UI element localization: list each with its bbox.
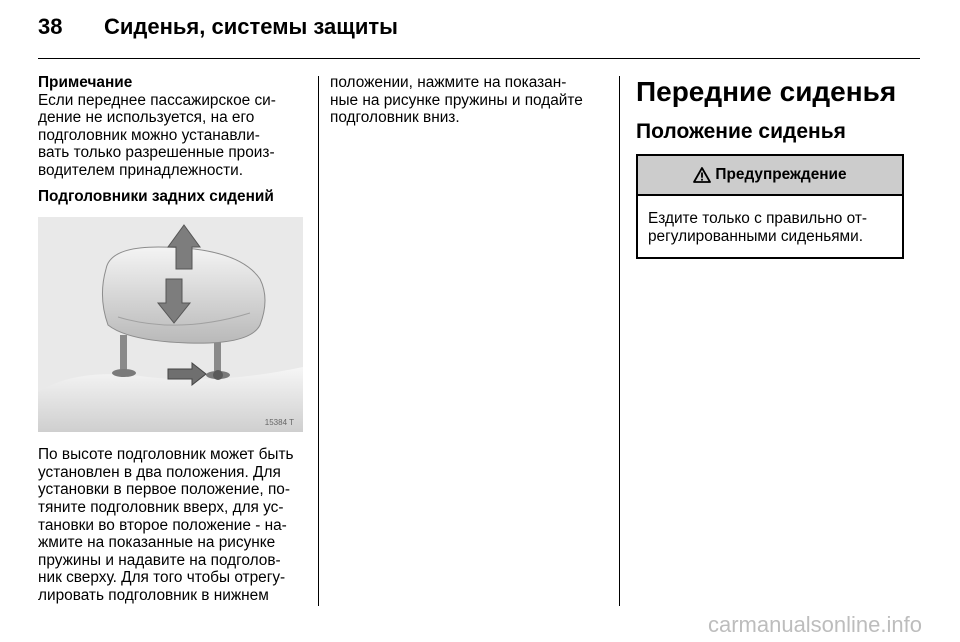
note-line: подголовник можно устанавли- [38, 126, 260, 144]
headrest-post-left [120, 335, 127, 373]
page-header [38, 14, 398, 40]
page-title: Сиденья, системы защиты [104, 14, 398, 39]
body-line: лировать подголовник в нижнем [38, 586, 269, 604]
warning-header [638, 156, 902, 196]
body-line: установлен в два положения. Для [38, 463, 281, 481]
column-left [38, 74, 304, 605]
body-line: установки в первое положение, по- [38, 481, 290, 499]
body-line: тяните подголовник вверх, для ус- [38, 498, 284, 516]
warning-title: Предупреждение [715, 166, 847, 184]
body-line: положении, нажмите на показан- [330, 74, 567, 91]
body-line: жмите на показанные на рисунке [38, 534, 276, 552]
note-title: Примечание [38, 74, 133, 91]
body-line: По высоте подголовник может быть [38, 446, 294, 464]
release-button [213, 370, 223, 380]
body-line: тановки во второе положение - на- [38, 516, 287, 534]
headrest-figure [38, 217, 303, 432]
note-block [38, 74, 304, 180]
body-line: пружины и надавите на подголов- [38, 551, 281, 569]
column-divider-2 [619, 76, 620, 606]
warning-triangle-icon [693, 167, 711, 183]
warning-line: регулированными сиденьями. [648, 227, 864, 245]
body-line: подголовник вниз. [330, 109, 460, 127]
warning-line: Ездите только с правильно от- [648, 210, 868, 227]
body-line: ник сверху. Для того чтобы отрегу- [38, 569, 286, 587]
page-number: 38 [38, 14, 63, 39]
header-rule [38, 58, 920, 59]
body-line: ные на рисунке пружины и подайте [330, 91, 583, 109]
warning-box [636, 154, 904, 259]
seat-position-subheading: Положение сиденья [636, 120, 846, 143]
watermark: carmanualsonline.info [707, 612, 922, 637]
headrest-illustration [38, 217, 303, 432]
rear-headrests-body [38, 446, 304, 604]
front-seats-heading: Передние сиденья [636, 76, 897, 107]
note-line: Если переднее пассажирское си- [38, 91, 276, 109]
note-line: дение не используется, на его [38, 109, 255, 127]
figure-id: 15384 T [264, 418, 294, 428]
note-line: вать только разрешенные произ- [38, 144, 275, 162]
rear-headrests-subheading: Подголовники задних сидений [38, 187, 274, 205]
column-right [636, 74, 904, 259]
warning-body [638, 196, 902, 257]
post-guide-left [112, 369, 136, 377]
column-middle [330, 74, 604, 127]
note-line: водителем принадлежности. [38, 161, 243, 179]
column-divider-1 [318, 76, 319, 606]
